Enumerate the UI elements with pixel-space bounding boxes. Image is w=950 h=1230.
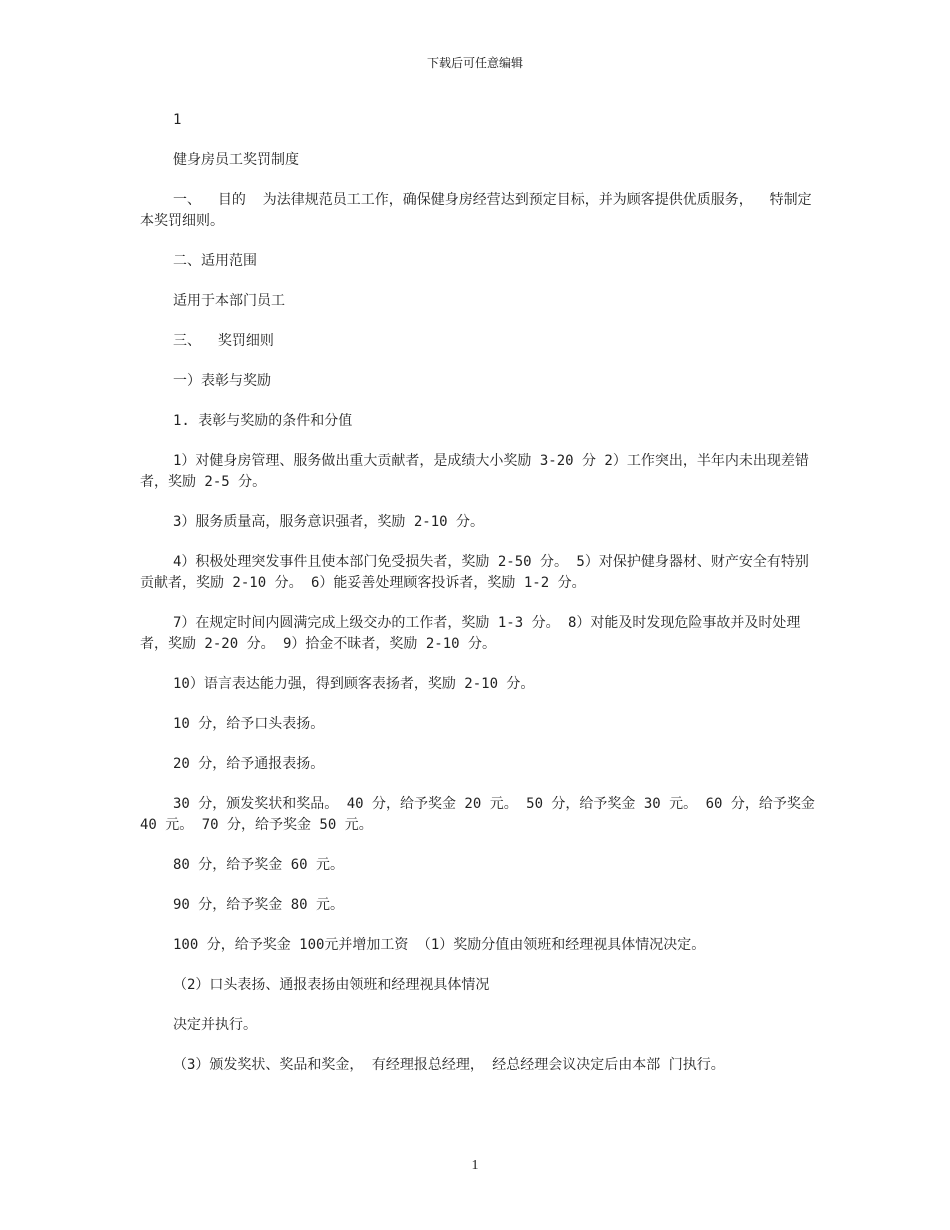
- procedure-note: （2）口头表扬、通报表扬由领班和经理视具体情况: [173, 977, 490, 993]
- section-rules-heading: 三、 奖罚细则: [173, 333, 274, 349]
- procedure-note: （3）颁发奖状、奖品和奖金， 有经理报总经理， 经总经理会议决定后由本部 门执行。: [173, 1057, 725, 1073]
- points-tier: 10 分，给予口头表扬。: [173, 716, 325, 732]
- page-header: 下载后可任意编辑: [426, 56, 523, 70]
- page-number-heading: 1: [173, 112, 182, 128]
- points-tier: 90 分，给予奖金 80 元。: [173, 897, 345, 913]
- rewards-item: 7）在规定时间内圆满完成上级交办的工作者，奖励 1-3 分。 8）对能及时发现危险事故并及时处理者，奖励 2-20 分。 9）拾金不昧者，奖励 2-10 分。: [140, 615, 801, 652]
- procedure-note: 决定并执行。: [173, 1017, 257, 1033]
- subsection-rewards-heading: 一）表彰与奖励: [173, 373, 271, 389]
- points-tier: 100 分，给予奖金 100元并增加工资 （1）奖励分值由领班和经理视具体情况决定。: [173, 937, 706, 953]
- rewards-criteria-heading: 1. 表彰与奖励的条件和分值: [173, 413, 353, 429]
- section-scope-heading: 二、适用范围: [173, 253, 257, 269]
- document-body: [140, 110, 824, 1095]
- points-tier: 80 分，给予奖金 60 元。: [173, 857, 345, 873]
- rewards-item: 4）积极处理突发事件且使本部门免受损失者，奖励 2-50 分。 5）对保护健身器材、财产安全有特别贡献者，奖励 2-10 分。 6）能妥善处理顾客投诉者，奖励 1-2 分。: [140, 554, 809, 591]
- section-scope-text: 适用于本部门员工: [173, 293, 285, 309]
- section-purpose: 一、 目的 为法律规范员工工作，确保健身房经营达到预定目标，并为顾客提供优质服务， 特制定本奖罚细则。: [140, 192, 812, 229]
- points-tier: 20 分，给予通报表扬。: [173, 756, 325, 772]
- rewards-item: 3）服务质量高，服务意识强者，奖励 2-10 分。: [173, 514, 484, 530]
- points-tier: 30 分，颁发奖状和奖品。 40 分，给予奖金 20 元。 50 分，给予奖金 30 元。 60 分，给予奖金 40 元。 70 分，给予奖金 50 元。: [140, 796, 824, 833]
- document-title: 健身房员工奖罚制度: [173, 152, 299, 168]
- page-footer-number: 1: [471, 1158, 479, 1173]
- rewards-item: 10）语言表达能力强，得到顾客表扬者，奖励 2-10 分。: [173, 676, 535, 692]
- rewards-item: 1）对健身房管理、服务做出重大贡献者，是成绩大小奖励 3-20 分 2）工作突出，半年内未出现差错者，奖励 2-5 分。: [140, 453, 809, 490]
